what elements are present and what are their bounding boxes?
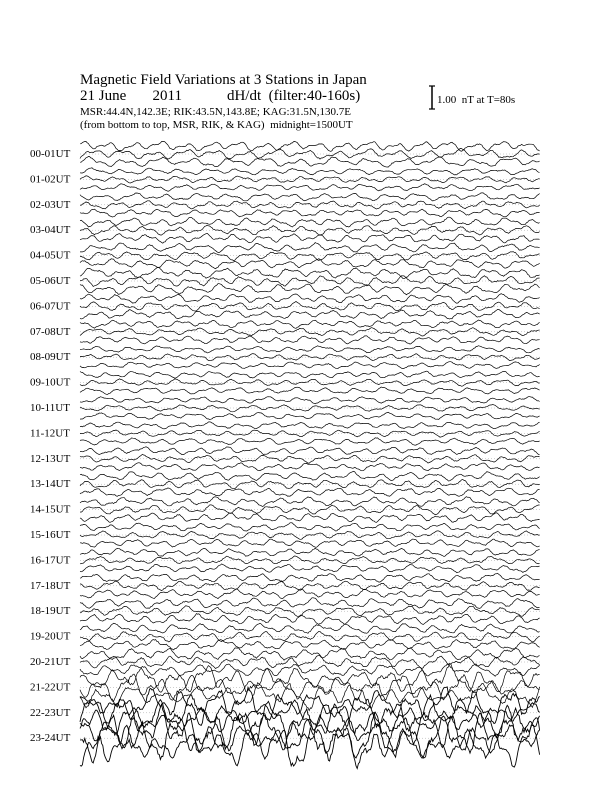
trace-kag <box>80 267 540 278</box>
row-label: 10-11UT <box>30 402 70 414</box>
trace-rik <box>80 148 540 159</box>
chart-title: Magnetic Field Variations at 3 Stations in Japan <box>80 72 367 88</box>
trace-msr <box>80 488 540 496</box>
stations-line: MSR:44.4N,142.3E; RIK:43.5N,143.8E; KAG:31.5N,130.7E <box>80 106 352 118</box>
row-label: 13-14UT <box>30 478 71 491</box>
trace-msr <box>80 259 540 269</box>
trace-msr <box>80 387 540 394</box>
quantity-label: dH/dt <box>226 88 262 104</box>
trace-rik <box>80 556 540 564</box>
filter-label: (filter:40-160s) <box>268 88 361 104</box>
trace-rik <box>80 252 540 261</box>
row-label: 09-10UT <box>30 376 71 389</box>
row-label: 07-08UT <box>30 325 71 338</box>
row-label: 22-23UT <box>30 706 71 719</box>
trace-msr <box>80 614 540 625</box>
trace-msr <box>80 640 540 650</box>
date-month: June <box>98 88 127 104</box>
trace-kag <box>80 623 540 633</box>
row-label: 20-21UT <box>30 656 71 668</box>
trace-kag <box>80 573 540 582</box>
trace-kag <box>80 320 540 328</box>
row-label: 19-20UT <box>30 630 71 643</box>
trace-kag <box>80 447 540 455</box>
trace-rik <box>80 581 540 590</box>
trace-msr <box>80 157 540 168</box>
trace-kag <box>80 598 540 609</box>
scale-label: 1.00 nT at T=80s <box>437 94 516 106</box>
trace-msr <box>80 184 540 191</box>
trace-kag <box>80 664 540 693</box>
row-label: 02-03UT <box>30 198 71 211</box>
row-label: 17-18UT <box>30 579 71 592</box>
trace-kag <box>80 346 540 353</box>
row-label: 05-06UT <box>30 275 71 287</box>
trace-msr <box>80 309 540 319</box>
trace-kag <box>80 168 540 175</box>
row-label: 14-15UT <box>30 503 71 516</box>
trace-kag <box>80 397 540 404</box>
row-label: 06-07UT <box>30 300 71 313</box>
date-day: 21 <box>80 88 95 104</box>
trace-msr <box>80 412 540 419</box>
trace-msr <box>80 438 540 445</box>
midnight-note: midnight=1500UT <box>270 119 353 131</box>
row-label: 16-17UT <box>30 554 71 567</box>
row-label: 21-22UT <box>30 681 71 694</box>
trace-kag <box>80 294 540 304</box>
trace-msr <box>80 209 540 217</box>
trace-kag <box>80 648 540 661</box>
row-label: 18-19UT <box>30 605 71 618</box>
row-label: 00-01UT <box>30 148 71 160</box>
row-label: 23-24UT <box>30 732 71 745</box>
trace-kag <box>80 523 540 531</box>
trace-msr <box>80 513 540 523</box>
trace-kag <box>80 193 540 201</box>
trace-kag <box>80 471 540 481</box>
row-label: 12-13UT <box>30 452 71 465</box>
trace-msr <box>80 539 540 547</box>
trace-kag <box>80 371 540 378</box>
order-note: (from bottom to top, MSR, RIK, & KAG) <box>80 119 265 131</box>
row-label: 15-16UT <box>30 529 71 541</box>
date-year: 2011 <box>152 88 182 104</box>
trace-kag <box>80 141 540 151</box>
row-label: 08-09UT <box>30 351 71 364</box>
trace-kag <box>80 217 540 227</box>
trace-kag <box>80 497 540 507</box>
trace-kag <box>80 243 540 253</box>
row-label: 11-12UT <box>30 427 70 440</box>
trace-kag <box>80 548 540 556</box>
row-label: 04-05UT <box>30 249 71 262</box>
trace-msr <box>80 336 540 344</box>
trace-msr <box>80 589 540 599</box>
trace-msr <box>80 362 540 369</box>
row-label: 03-04UT <box>30 224 71 237</box>
trace-msr <box>80 233 540 243</box>
row-label: 01-02UT <box>30 173 71 186</box>
trace-msr <box>80 284 540 295</box>
trace-msr <box>80 564 540 573</box>
trace-kag <box>80 422 540 429</box>
trace-msr <box>80 463 540 471</box>
trace-rik <box>80 379 540 387</box>
